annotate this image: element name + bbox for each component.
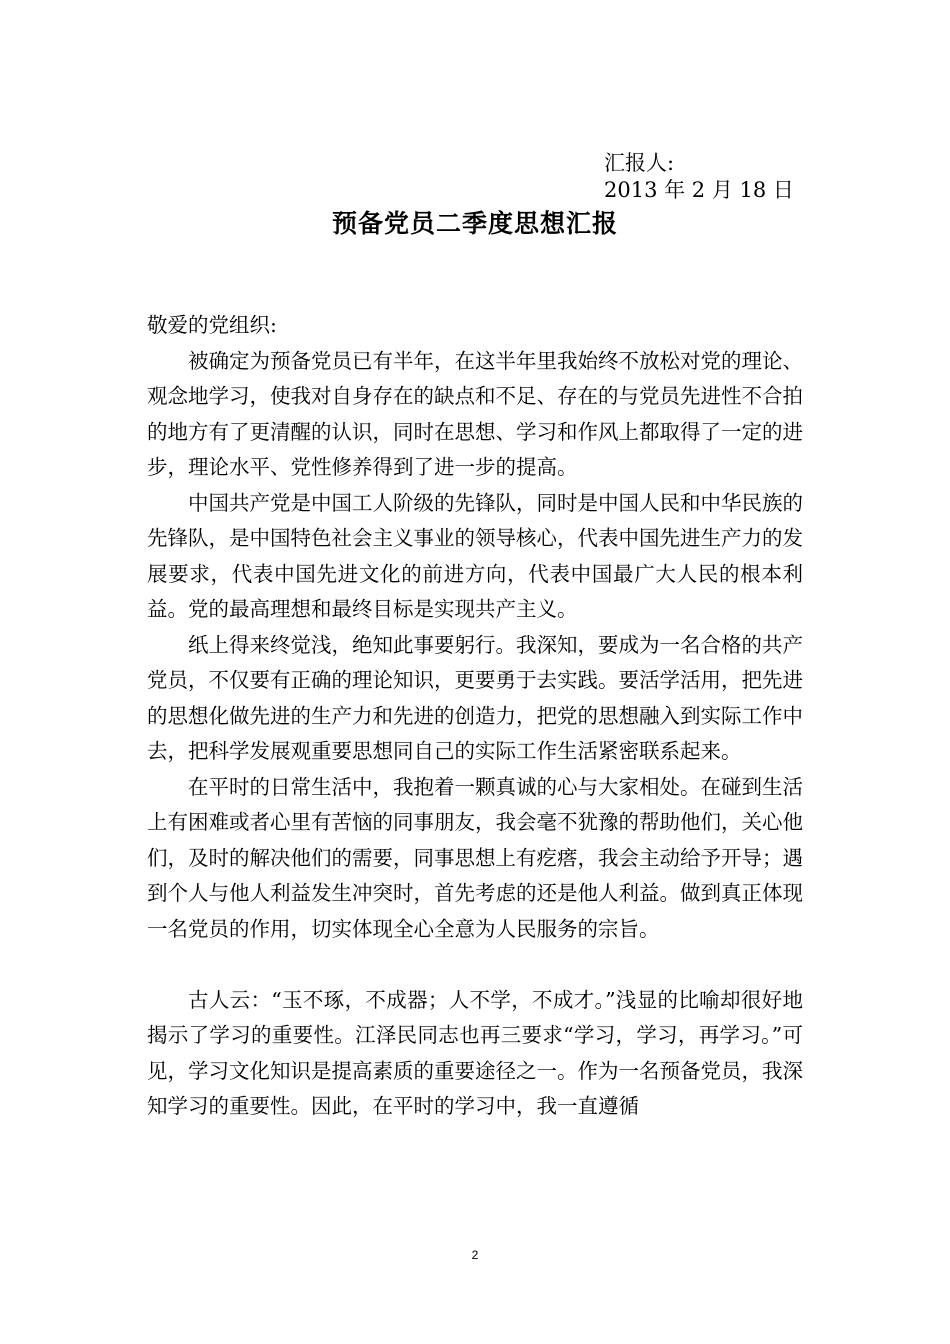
paragraph-5: 古人云：“玉不琢，不成器；人不学，不成才。”浅显的比喻却很好地揭示了学习的重要性。江泽民同志也再三要求“学习，学习，再学习。”可见，学习文化知识是提高素质的重要途径之一。作为一名预备党员，我深知学习的重要性。因此，在平时的学习中，我一直遵循 [147,987,803,1118]
document-body [147,308,803,1125]
paragraph-gap [147,947,803,983]
report-date: 2013 年 2 月 18 日 [604,178,794,202]
paragraph-4: 在平时的日常生活中，我抱着一颗真诚的心与大家相处。在碰到生活上有困难或者心里有苦恼的同事朋友，我会毫不犹豫的帮助他们，关心他们，及时的解决他们的需要，同事思想上有疙瘩，我会主动给予开导；遇到个人与他人利益发生冲突时，首先考虑的还是他人利益。做到真正体现一名党员的作用，切实体现全心全意为人民服务的宗旨。 [147,774,803,941]
paragraph-3: 纸上得来终觉浅，绝知此事要躬行。我深知，要成为一名合格的共产党员，不仅要有正确的理论知识，更要勇于去实践。要活学活用，把先进的思想化做先进的生产力和先进的创造力，把党的思想融入到实际工作中去，把科学发展观重要思想同自己的实际工作生活紧密联系起来。 [147,632,803,763]
reporter-label: 汇报人: [604,151,675,175]
reporter-block [604,150,794,204]
page-number: 2 [471,1248,479,1262]
paragraph-1: 被确定为预备党员已有半年，在这半年里我始终不放松对党的理论、观念地学习，使我对自身存在的缺点和不足、存在的与党员先进性不合拍的地方有了更清醒的认识，同时在思想、学习和作风上都取得了一定的进步，理论水平、党性修养得到了进一步的提高。 [147,348,803,479]
greeting: 敬爱的党组织: [147,313,277,337]
paragraph-2: 中国共产党是中国工人阶级的先锋队，同时是中国人民和中华民族的先锋队，是中国特色社会主义事业的领导核心，代表中国先进生产力的发展要求，代表中国先进文化的前进方向，代表中国最广大人民的根本利益。党的最高理想和最终目标是实现共产主义。 [147,490,803,621]
document-title: 预备党员二季度思想汇报 [331,209,618,238]
